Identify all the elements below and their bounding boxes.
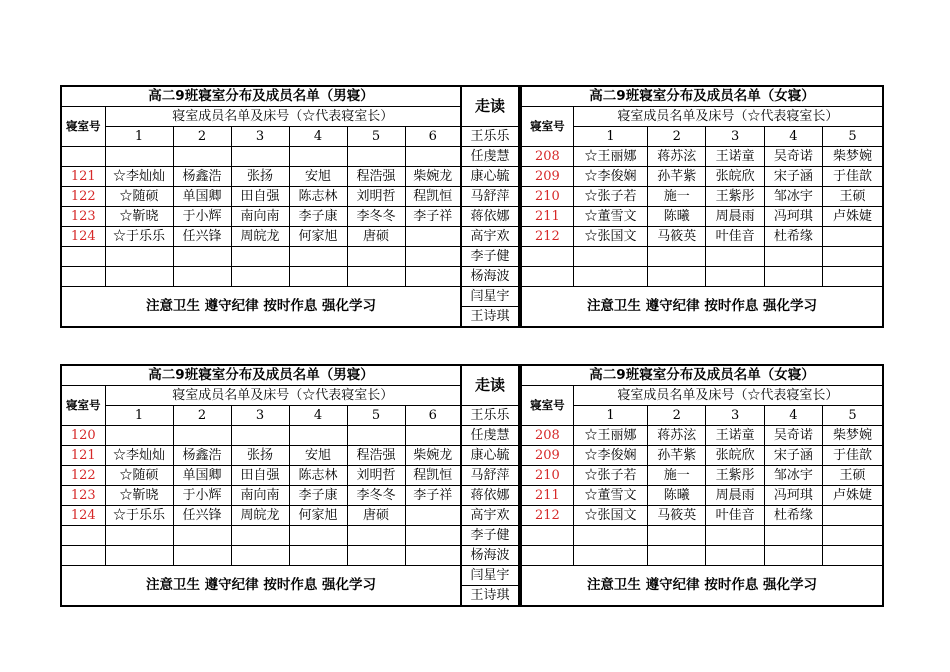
- female-table-row: [521, 466, 883, 486]
- female-table-row: [521, 247, 883, 267]
- female-table-row: [521, 227, 883, 247]
- walk-student-cell: 马舒萍: [461, 187, 519, 207]
- male-member-cell: 于小辉: [173, 486, 231, 506]
- male-member-cell: 周皖龙: [231, 506, 289, 526]
- male-member-cell: 南向南: [231, 207, 289, 227]
- female-member-cell: 叶佳音: [706, 506, 764, 526]
- female-member-cell: 于佳歆: [823, 446, 883, 466]
- female-room-number: 211: [521, 486, 573, 506]
- female-member-cell: [573, 546, 647, 566]
- male-member-cell: 李子康: [289, 207, 347, 227]
- walk-student-cell: 王诗琪: [461, 586, 519, 607]
- female-member-cell: ☆李俊娴: [573, 446, 647, 466]
- female-member-cell: ☆张子若: [573, 466, 647, 486]
- female-room-number: [521, 247, 573, 267]
- male-member-cell: 李子祥: [405, 486, 461, 506]
- female-member-cell: 冯珂琪: [764, 486, 822, 506]
- male-member-cell: 周皖龙: [231, 227, 289, 247]
- male-member-cell: [405, 526, 461, 546]
- female-member-cell: [823, 267, 883, 287]
- male-bed-number: 3: [231, 406, 289, 426]
- female-member-cell: 邹冰宇: [764, 187, 822, 207]
- walk-student-table: [460, 364, 520, 607]
- male-dorm-title: 高二9班寝室分布及成员名单（男寝）: [61, 86, 461, 107]
- female-dorm-title: 高二9班寝室分布及成员名单（女寝）: [521, 86, 883, 107]
- female-member-cell: 冯珂琪: [764, 207, 822, 227]
- female-member-cell: [573, 247, 647, 267]
- male-member-cell: [231, 267, 289, 287]
- male-table-row: [61, 426, 461, 446]
- female-table-row: [521, 147, 883, 167]
- female-member-cell: 马筱英: [648, 227, 706, 247]
- male-bed-number: 3: [231, 127, 289, 147]
- female-member-cell: [764, 247, 822, 267]
- male-member-cell: [405, 247, 461, 267]
- walk-student-cell: 康心毓: [461, 167, 519, 187]
- male-member-cell: ☆于乐乐: [105, 227, 173, 247]
- male-member-cell: 陈志林: [289, 187, 347, 207]
- male-member-cell: [405, 227, 461, 247]
- male-room-label: 寝室号: [61, 386, 105, 426]
- male-member-cell: [173, 267, 231, 287]
- female-member-cell: 王紫彤: [706, 187, 764, 207]
- male-member-cell: [347, 247, 405, 267]
- female-bed-number: 4: [764, 406, 822, 426]
- male-member-cell: [289, 247, 347, 267]
- female-member-cell: [706, 267, 764, 287]
- female-member-cell: ☆董雪文: [573, 207, 647, 227]
- female-member-cell: ☆董雪文: [573, 486, 647, 506]
- male-member-cell: ☆随硕: [105, 187, 173, 207]
- female-member-cell: ☆张国文: [573, 506, 647, 526]
- male-member-cell: [173, 247, 231, 267]
- male-table-row: [61, 446, 461, 466]
- walk-student-cell: 王乐乐: [461, 127, 519, 147]
- female-member-cell: 孙芊紫: [648, 167, 706, 187]
- female-bed-number: 4: [764, 127, 822, 147]
- male-notice: 注意卫生 遵守纪律 按时作息 强化学习: [61, 566, 461, 607]
- male-table-row: [61, 486, 461, 506]
- male-member-cell: 刘明哲: [347, 187, 405, 207]
- male-member-cell: 程浩强: [347, 167, 405, 187]
- male-member-cell: [105, 247, 173, 267]
- male-member-cell: [105, 526, 173, 546]
- female-member-cell: 周晨雨: [706, 207, 764, 227]
- male-bed-numbers: [61, 406, 461, 426]
- walk-student-cell: 高宇欢: [461, 227, 519, 247]
- male-room-number: 121: [61, 167, 105, 187]
- male-member-cell: ☆靳晓: [105, 486, 173, 506]
- female-table-row: [521, 546, 883, 566]
- male-dorm-title: 高二9班寝室分布及成员名单（男寝）: [61, 365, 461, 386]
- walk-student-cell: 杨海波: [461, 267, 519, 287]
- female-bed-number: 1: [573, 406, 647, 426]
- walk-student-cell: 李子健: [461, 526, 519, 546]
- female-member-cell: 卢姝婕: [823, 486, 883, 506]
- walk-student-cell: 王诗琪: [461, 307, 519, 328]
- male-subtitle: 寝室成员名单及床号（☆代表寝室长）: [105, 107, 461, 127]
- male-member-cell: 程浩强: [347, 446, 405, 466]
- male-member-cell: [173, 546, 231, 566]
- male-bed-number: 4: [289, 127, 347, 147]
- male-member-cell: [289, 426, 347, 446]
- male-member-cell: 田自强: [231, 466, 289, 486]
- female-table-row: [521, 526, 883, 546]
- male-notice: 注意卫生 遵守纪律 按时作息 强化学习: [61, 287, 461, 328]
- male-bed-number: 5: [347, 406, 405, 426]
- female-member-cell: [823, 227, 883, 247]
- male-member-cell: [289, 546, 347, 566]
- male-member-cell: [405, 546, 461, 566]
- male-member-cell: 张扬: [231, 446, 289, 466]
- female-member-cell: 孙芊紫: [648, 446, 706, 466]
- walk-student-cell: 闫星宇: [461, 287, 519, 307]
- male-table-row: [61, 207, 461, 227]
- male-member-cell: 杨鑫浩: [173, 167, 231, 187]
- male-member-cell: 任兴锋: [173, 506, 231, 526]
- walk-student-cell: 李子健: [461, 247, 519, 267]
- male-bed-number: 2: [173, 406, 231, 426]
- female-member-cell: 杜希缘: [764, 227, 822, 247]
- female-member-cell: 邹冰宇: [764, 466, 822, 486]
- walk-student-cell: 杨海波: [461, 546, 519, 566]
- walk-student-cell: 任虔慧: [461, 147, 519, 167]
- female-table-row: [521, 506, 883, 526]
- female-dorm-table: [520, 364, 884, 607]
- female-member-cell: ☆王丽娜: [573, 147, 647, 167]
- male-member-cell: 柴婉龙: [405, 446, 461, 466]
- female-room-number: 208: [521, 147, 573, 167]
- male-member-cell: [173, 526, 231, 546]
- male-member-cell: [105, 426, 173, 446]
- walk-student-cell: 蒋依娜: [461, 207, 519, 227]
- male-member-cell: [173, 426, 231, 446]
- male-member-cell: [289, 147, 347, 167]
- walk-student-cell: 马舒萍: [461, 466, 519, 486]
- female-member-cell: 马筱英: [648, 506, 706, 526]
- male-member-cell: 李冬冬: [347, 207, 405, 227]
- walk-student-table: [460, 85, 520, 328]
- female-member-cell: 陈曦: [648, 486, 706, 506]
- male-table-row: [61, 267, 461, 287]
- male-member-cell: [231, 247, 289, 267]
- female-member-cell: [823, 526, 883, 546]
- walk-student-cell: 康心毓: [461, 446, 519, 466]
- female-room-number: 211: [521, 207, 573, 227]
- female-member-cell: ☆张国文: [573, 227, 647, 247]
- female-subtitle: 寝室成员名单及床号（☆代表寝室长）: [573, 107, 883, 127]
- male-room-number: [61, 147, 105, 167]
- male-member-cell: [405, 147, 461, 167]
- male-member-cell: ☆李灿灿: [105, 167, 173, 187]
- female-bed-number: 5: [823, 127, 883, 147]
- male-member-cell: 李子康: [289, 486, 347, 506]
- male-member-cell: 田自强: [231, 187, 289, 207]
- female-room-number: [521, 267, 573, 287]
- female-table-row: [521, 426, 883, 446]
- male-member-cell: [231, 526, 289, 546]
- roster-block-1: [60, 85, 884, 325]
- male-member-cell: 杨鑫浩: [173, 446, 231, 466]
- female-room-number: 210: [521, 187, 573, 207]
- male-member-cell: 任兴锋: [173, 227, 231, 247]
- male-room-number: 121: [61, 446, 105, 466]
- female-member-cell: [823, 506, 883, 526]
- female-member-cell: ☆李俊娴: [573, 167, 647, 187]
- female-notice: 注意卫生 遵守纪律 按时作息 强化学习: [521, 566, 883, 607]
- female-member-cell: 吴奇诺: [764, 426, 822, 446]
- male-member-cell: [347, 147, 405, 167]
- female-room-number: 209: [521, 167, 573, 187]
- male-subtitle: 寝室成员名单及床号（☆代表寝室长）: [105, 386, 461, 406]
- male-member-cell: [289, 267, 347, 287]
- male-member-cell: 安旭: [289, 446, 347, 466]
- male-member-cell: [231, 147, 289, 167]
- male-member-cell: 南向南: [231, 486, 289, 506]
- female-member-cell: 蒋苏泫: [648, 426, 706, 446]
- male-member-cell: [405, 506, 461, 526]
- female-member-cell: ☆张子若: [573, 187, 647, 207]
- male-room-number: [61, 546, 105, 566]
- female-room-label: 寝室号: [521, 386, 573, 426]
- male-member-cell: [231, 546, 289, 566]
- male-table-row: [61, 506, 461, 526]
- male-member-cell: 何家旭: [289, 506, 347, 526]
- female-member-cell: 吴奇诺: [764, 147, 822, 167]
- female-notice: 注意卫生 遵守纪律 按时作息 强化学习: [521, 287, 883, 328]
- female-member-cell: 王诺童: [706, 147, 764, 167]
- female-member-cell: 周晨雨: [706, 486, 764, 506]
- male-member-cell: ☆于乐乐: [105, 506, 173, 526]
- female-member-cell: [573, 267, 647, 287]
- female-member-cell: [706, 526, 764, 546]
- female-member-cell: [648, 247, 706, 267]
- male-table-row: [61, 466, 461, 486]
- male-bed-number: 6: [405, 127, 461, 147]
- female-member-cell: 张皖欣: [706, 167, 764, 187]
- female-member-cell: ☆王丽娜: [573, 426, 647, 446]
- walk-student-cell: 高宇欢: [461, 506, 519, 526]
- female-subtitle: 寝室成员名单及床号（☆代表寝室长）: [573, 386, 883, 406]
- walk-student-cell: 王乐乐: [461, 406, 519, 426]
- male-member-cell: 于小辉: [173, 207, 231, 227]
- male-member-cell: [105, 546, 173, 566]
- male-table-row: [61, 227, 461, 247]
- male-member-cell: 唐硕: [347, 506, 405, 526]
- male-member-cell: [405, 426, 461, 446]
- walk-title: 走读: [461, 365, 519, 406]
- female-member-cell: 施一: [648, 466, 706, 486]
- female-member-cell: [648, 546, 706, 566]
- female-member-cell: 王硕: [823, 466, 883, 486]
- female-member-cell: 王紫彤: [706, 466, 764, 486]
- male-bed-numbers: [61, 127, 461, 147]
- male-table-row: [61, 247, 461, 267]
- female-member-cell: 施一: [648, 187, 706, 207]
- female-member-cell: [764, 546, 822, 566]
- female-room-number: 208: [521, 426, 573, 446]
- female-member-cell: 张皖欣: [706, 446, 764, 466]
- male-member-cell: 张扬: [231, 167, 289, 187]
- female-member-cell: 杜希缘: [764, 506, 822, 526]
- female-table-row: [521, 167, 883, 187]
- male-table-row: [61, 526, 461, 546]
- male-room-number: 122: [61, 466, 105, 486]
- male-member-cell: [173, 147, 231, 167]
- male-bed-number: 1: [105, 406, 173, 426]
- walk-student-cell: 蒋依娜: [461, 486, 519, 506]
- male-member-cell: 唐硕: [347, 227, 405, 247]
- male-member-cell: 何家旭: [289, 227, 347, 247]
- female-member-cell: [764, 267, 822, 287]
- female-bed-number: 2: [648, 406, 706, 426]
- male-member-cell: 程凯恒: [405, 466, 461, 486]
- female-member-cell: 陈曦: [648, 207, 706, 227]
- female-dorm-title: 高二9班寝室分布及成员名单（女寝）: [521, 365, 883, 386]
- female-bed-numbers: [521, 127, 883, 147]
- male-table-row: [61, 546, 461, 566]
- male-member-cell: [347, 526, 405, 546]
- female-table-row: [521, 207, 883, 227]
- male-member-cell: 安旭: [289, 167, 347, 187]
- female-member-cell: [706, 247, 764, 267]
- male-member-cell: 单国卿: [173, 466, 231, 486]
- male-room-label: 寝室号: [61, 107, 105, 147]
- male-dorm-table: [60, 85, 462, 328]
- male-member-cell: 程凯恒: [405, 187, 461, 207]
- male-member-cell: [105, 267, 173, 287]
- male-bed-number: 6: [405, 406, 461, 426]
- male-member-cell: 单国卿: [173, 187, 231, 207]
- female-bed-numbers: [521, 406, 883, 426]
- female-member-cell: [706, 546, 764, 566]
- female-room-number: [521, 526, 573, 546]
- female-bed-number: 2: [648, 127, 706, 147]
- male-room-number: [61, 247, 105, 267]
- female-table-row: [521, 446, 883, 466]
- female-member-cell: 蒋苏泫: [648, 147, 706, 167]
- female-member-cell: 柴梦婉: [823, 147, 883, 167]
- female-member-cell: 卢姝婕: [823, 207, 883, 227]
- female-table-row: [521, 187, 883, 207]
- female-member-cell: 王硕: [823, 187, 883, 207]
- female-room-number: 209: [521, 446, 573, 466]
- male-member-cell: ☆靳晓: [105, 207, 173, 227]
- female-member-cell: 宋子涵: [764, 167, 822, 187]
- male-room-number: 124: [61, 506, 105, 526]
- female-member-cell: 柴梦婉: [823, 426, 883, 446]
- female-member-cell: 宋子涵: [764, 446, 822, 466]
- walk-student-cell: 闫星宇: [461, 566, 519, 586]
- male-member-cell: 李冬冬: [347, 486, 405, 506]
- male-member-cell: 柴婉龙: [405, 167, 461, 187]
- male-bed-number: 1: [105, 127, 173, 147]
- male-member-cell: 陈志林: [289, 466, 347, 486]
- roster-block-2: [60, 364, 884, 603]
- female-room-number: 212: [521, 227, 573, 247]
- female-room-number: [521, 546, 573, 566]
- male-room-number: 124: [61, 227, 105, 247]
- male-member-cell: [347, 546, 405, 566]
- male-member-cell: ☆李灿灿: [105, 446, 173, 466]
- male-member-cell: 刘明哲: [347, 466, 405, 486]
- male-room-number: [61, 267, 105, 287]
- male-member-cell: [231, 426, 289, 446]
- female-room-label: 寝室号: [521, 107, 573, 147]
- female-member-cell: [573, 526, 647, 546]
- female-room-number: 210: [521, 466, 573, 486]
- female-member-cell: [823, 247, 883, 267]
- male-member-cell: ☆随硕: [105, 466, 173, 486]
- walk-student-cell: 任虔慧: [461, 426, 519, 446]
- female-room-number: 212: [521, 506, 573, 526]
- female-bed-number: 5: [823, 406, 883, 426]
- walk-title: 走读: [461, 86, 519, 127]
- female-table-row: [521, 486, 883, 506]
- male-member-cell: [347, 267, 405, 287]
- female-bed-number: 3: [706, 406, 764, 426]
- male-room-number: 123: [61, 486, 105, 506]
- male-table-row: [61, 187, 461, 207]
- female-member-cell: 于佳歆: [823, 167, 883, 187]
- female-member-cell: [648, 267, 706, 287]
- female-member-cell: [648, 526, 706, 546]
- male-member-cell: 李子祥: [405, 207, 461, 227]
- female-bed-number: 3: [706, 127, 764, 147]
- male-bed-number: 4: [289, 406, 347, 426]
- female-member-cell: 王诺童: [706, 426, 764, 446]
- female-member-cell: [764, 526, 822, 546]
- male-table-row: [61, 147, 461, 167]
- female-member-cell: [823, 546, 883, 566]
- male-table-row: [61, 167, 461, 187]
- female-member-cell: 叶佳音: [706, 227, 764, 247]
- male-bed-number: 5: [347, 127, 405, 147]
- male-member-cell: [105, 147, 173, 167]
- male-room-number: 120: [61, 426, 105, 446]
- male-member-cell: [405, 267, 461, 287]
- male-room-number: 123: [61, 207, 105, 227]
- female-table-row: [521, 267, 883, 287]
- male-bed-number: 2: [173, 127, 231, 147]
- male-room-number: [61, 526, 105, 546]
- male-member-cell: [347, 426, 405, 446]
- female-bed-number: 1: [573, 127, 647, 147]
- male-member-cell: [289, 526, 347, 546]
- male-dorm-table: [60, 364, 462, 607]
- female-dorm-table: [520, 85, 884, 328]
- male-room-number: 122: [61, 187, 105, 207]
